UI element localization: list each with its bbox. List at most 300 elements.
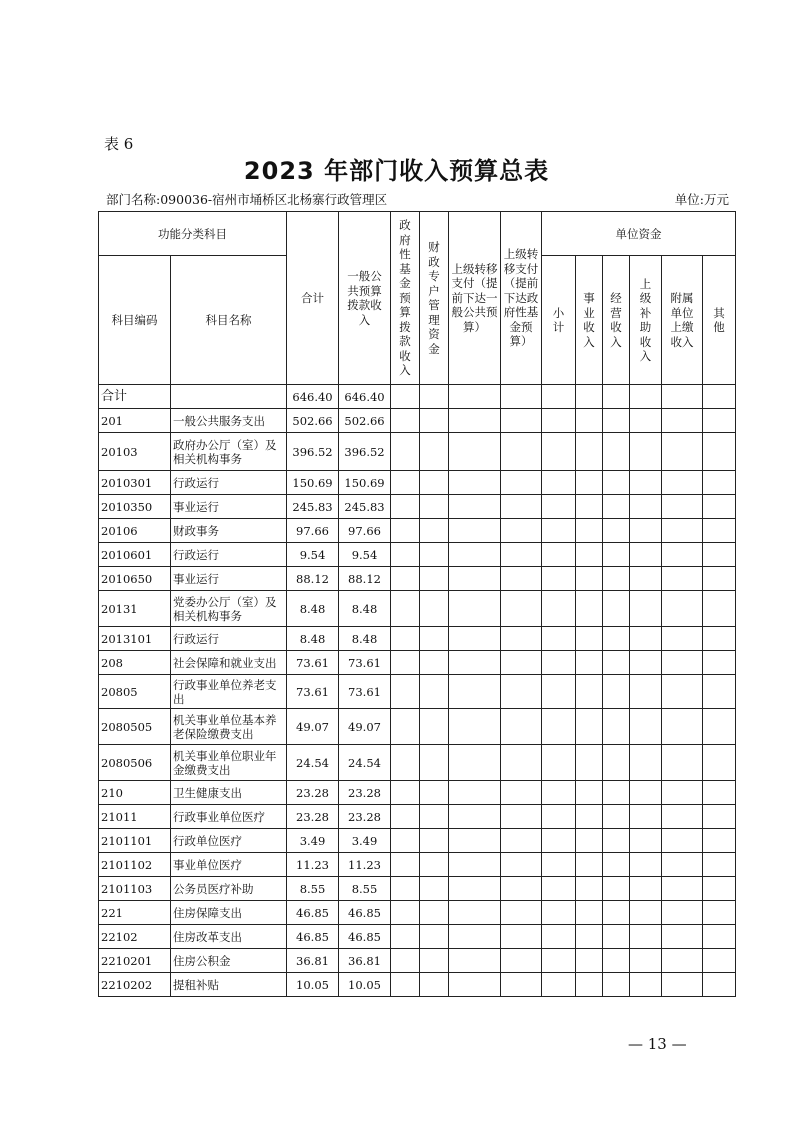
cell-name: 提租补贴 [171, 973, 287, 997]
cell-name: 社会保障和就业支出 [171, 651, 287, 675]
cell-empty [662, 675, 703, 709]
table-row [99, 877, 736, 901]
table-row [99, 409, 736, 433]
cell-general-budget: 8.55 [339, 877, 391, 901]
cell-empty [391, 543, 420, 567]
cell-code: 2010650 [99, 567, 171, 591]
cell-empty [420, 433, 449, 471]
table-row [99, 853, 736, 877]
cell-empty [420, 853, 449, 877]
cell-empty [391, 471, 420, 495]
cell-empty [449, 495, 501, 519]
cell-empty [420, 591, 449, 627]
cell-name: 行政单位医疗 [171, 829, 287, 853]
cell-empty [576, 409, 603, 433]
cell-empty [703, 627, 736, 651]
cell-empty [391, 877, 420, 901]
table-row [99, 471, 736, 495]
cell-empty [703, 949, 736, 973]
cell-empty [630, 853, 662, 877]
cell-empty [703, 495, 736, 519]
cell-empty [449, 853, 501, 877]
cell-empty [662, 781, 703, 805]
table-row [99, 543, 736, 567]
cell-empty [501, 709, 542, 745]
cell-empty [542, 901, 576, 925]
cell-empty [501, 543, 542, 567]
table-row [99, 591, 736, 627]
cell-empty [391, 949, 420, 973]
cell-empty [449, 781, 501, 805]
header-fiscal-special: 财政专户管理资金 [420, 212, 449, 385]
cell-name: 行政运行 [171, 627, 287, 651]
cell-empty [603, 519, 630, 543]
cell-empty [391, 781, 420, 805]
cell-empty [603, 709, 630, 745]
cell-name: 住房保障支出 [171, 901, 287, 925]
cell-empty [630, 433, 662, 471]
header-unit-funds: 单位资金 [542, 212, 736, 256]
cell-name: 财政事务 [171, 519, 287, 543]
cell-code: 2010301 [99, 471, 171, 495]
cell-empty [542, 973, 576, 997]
cell-empty [703, 853, 736, 877]
cell-empty [449, 925, 501, 949]
cell-code: 201 [99, 409, 171, 433]
cell-empty [603, 385, 630, 409]
cell-empty [576, 385, 603, 409]
cell-total: 10.05 [287, 973, 339, 997]
cell-empty [603, 591, 630, 627]
cell-empty [501, 901, 542, 925]
cell-empty [703, 433, 736, 471]
cell-empty [501, 675, 542, 709]
cell-empty [449, 627, 501, 651]
cell-empty [662, 877, 703, 901]
cell-empty [703, 675, 736, 709]
cell-empty [603, 853, 630, 877]
cell-empty [576, 495, 603, 519]
cell-empty [420, 805, 449, 829]
cell-empty [662, 949, 703, 973]
cell-empty [576, 781, 603, 805]
cell-total: 150.69 [287, 471, 339, 495]
cell-empty [391, 853, 420, 877]
cell-empty [501, 433, 542, 471]
cell-empty [542, 471, 576, 495]
cell-empty [542, 519, 576, 543]
cell-empty [542, 433, 576, 471]
cell-empty [542, 409, 576, 433]
cell-empty [391, 675, 420, 709]
cell-empty [576, 829, 603, 853]
cell-empty [542, 627, 576, 651]
cell-empty [576, 877, 603, 901]
cell-empty [542, 385, 576, 409]
cell-empty [449, 675, 501, 709]
cell-empty [501, 877, 542, 901]
cell-total: 24.54 [287, 745, 339, 781]
header-upper-subsidy: 上级补助收入 [630, 256, 662, 385]
table-row [99, 433, 736, 471]
table-row [99, 745, 736, 781]
cell-empty [630, 781, 662, 805]
cell-empty [391, 925, 420, 949]
cell-empty [703, 781, 736, 805]
cell-total: 646.40 [287, 385, 339, 409]
cell-empty [576, 745, 603, 781]
table-row [99, 675, 736, 709]
cell-empty [420, 409, 449, 433]
cell-name: 党委办公厅（室）及相关机构事务 [171, 591, 287, 627]
cell-empty [630, 543, 662, 567]
cell-code: 2210201 [99, 949, 171, 973]
cell-empty [662, 745, 703, 781]
cell-empty [391, 495, 420, 519]
cell-empty [420, 675, 449, 709]
cell-empty [576, 519, 603, 543]
cell-total: 23.28 [287, 781, 339, 805]
cell-empty [630, 745, 662, 781]
cell-total: 36.81 [287, 949, 339, 973]
cell-empty [449, 949, 501, 973]
cell-total: 46.85 [287, 901, 339, 925]
cell-empty [703, 591, 736, 627]
cell-empty [630, 973, 662, 997]
cell-empty [391, 973, 420, 997]
header-operating-income: 经营收入 [603, 256, 630, 385]
cell-name: 政府办公厅（室）及相关机构事务 [171, 433, 287, 471]
cell-empty [420, 781, 449, 805]
cell-empty [391, 745, 420, 781]
cell-general-budget: 8.48 [339, 627, 391, 651]
cell-empty [542, 877, 576, 901]
cell-total: 8.48 [287, 627, 339, 651]
cell-empty [662, 925, 703, 949]
cell-empty [703, 519, 736, 543]
cell-empty [630, 877, 662, 901]
table-row [99, 519, 736, 543]
cell-empty [703, 745, 736, 781]
header-other: 其他 [703, 256, 736, 385]
table-body [99, 385, 736, 997]
cell-empty [420, 973, 449, 997]
cell-empty [391, 627, 420, 651]
cell-total: 11.23 [287, 853, 339, 877]
cell-empty [391, 591, 420, 627]
cell-empty [449, 433, 501, 471]
cell-code: 210 [99, 781, 171, 805]
cell-name: 行政事业单位养老支出 [171, 675, 287, 709]
cell-empty [662, 901, 703, 925]
cell-empty [630, 409, 662, 433]
cell-empty [420, 519, 449, 543]
cell-empty [420, 567, 449, 591]
cell-empty [703, 543, 736, 567]
cell-empty [420, 495, 449, 519]
cell-code: 22102 [99, 925, 171, 949]
cell-empty [603, 949, 630, 973]
header-func-class: 功能分类科目 [99, 212, 287, 256]
cell-empty [542, 805, 576, 829]
cell-total: 73.61 [287, 675, 339, 709]
cell-general-budget: 23.28 [339, 781, 391, 805]
cell-empty [603, 781, 630, 805]
cell-empty [449, 805, 501, 829]
cell-empty [576, 901, 603, 925]
cell-empty [703, 805, 736, 829]
cell-general-budget: 11.23 [339, 853, 391, 877]
cell-name: 机关事业单位职业年金缴费支出 [171, 745, 287, 781]
cell-empty [603, 973, 630, 997]
page-number: — 13 — [628, 1035, 687, 1053]
cell-empty [630, 591, 662, 627]
cell-name: 事业运行 [171, 567, 287, 591]
table-row [99, 949, 736, 973]
cell-empty [576, 973, 603, 997]
table-row [99, 495, 736, 519]
cell-empty [542, 543, 576, 567]
cell-empty [501, 781, 542, 805]
header-general-budget: 一般公共预算拨款收入 [339, 212, 391, 385]
cell-empty [501, 973, 542, 997]
department-name: 部门名称:090036-宿州市埇桥区北杨寨行政管理区 [106, 192, 388, 207]
header-affiliate-income: 附属单位上缴收入 [662, 256, 703, 385]
cell-empty [630, 709, 662, 745]
cell-empty [449, 709, 501, 745]
cell-total: 46.85 [287, 925, 339, 949]
unit-label: 单位:万元 [674, 192, 729, 207]
cell-total: 8.48 [287, 591, 339, 627]
cell-code: 221 [99, 901, 171, 925]
cell-empty [420, 543, 449, 567]
cell-code: 2101101 [99, 829, 171, 853]
cell-empty [449, 745, 501, 781]
cell-empty [603, 471, 630, 495]
cell-name: 一般公共服务支出 [171, 409, 287, 433]
cell-empty [662, 627, 703, 651]
cell-empty [449, 651, 501, 675]
cell-empty [542, 591, 576, 627]
cell-empty [501, 471, 542, 495]
cell-code: 20131 [99, 591, 171, 627]
cell-empty [542, 949, 576, 973]
cell-name [171, 385, 287, 409]
cell-general-budget: 9.54 [339, 543, 391, 567]
table-label: 表 6 [104, 135, 134, 153]
table-row [99, 627, 736, 651]
cell-empty [603, 409, 630, 433]
cell-general-budget: 73.61 [339, 675, 391, 709]
table-row [99, 385, 736, 409]
cell-empty [420, 385, 449, 409]
cell-empty [630, 901, 662, 925]
table-row [99, 567, 736, 591]
cell-empty [501, 385, 542, 409]
cell-empty [391, 519, 420, 543]
cell-empty [630, 675, 662, 709]
cell-empty [703, 709, 736, 745]
cell-empty [542, 781, 576, 805]
header-gov-fund: 政府性基金预算拨款收入 [391, 212, 420, 385]
cell-total: 23.28 [287, 805, 339, 829]
header-name: 科目名称 [171, 256, 287, 385]
cell-empty [630, 829, 662, 853]
cell-empty [391, 829, 420, 853]
cell-empty [603, 925, 630, 949]
cell-code: 208 [99, 651, 171, 675]
table-row [99, 781, 736, 805]
cell-empty [630, 925, 662, 949]
cell-code: 2210202 [99, 973, 171, 997]
cell-general-budget: 502.66 [339, 409, 391, 433]
cell-empty [576, 543, 603, 567]
cell-code: 2080506 [99, 745, 171, 781]
cell-empty [603, 745, 630, 781]
cell-empty [542, 745, 576, 781]
cell-empty [603, 567, 630, 591]
cell-empty [662, 409, 703, 433]
cell-empty [501, 627, 542, 651]
cell-empty [630, 471, 662, 495]
cell-name: 卫生健康支出 [171, 781, 287, 805]
cell-empty [449, 901, 501, 925]
cell-code: 2013101 [99, 627, 171, 651]
cell-name: 行政运行 [171, 471, 287, 495]
cell-general-budget: 73.61 [339, 651, 391, 675]
cell-general-budget: 36.81 [339, 949, 391, 973]
cell-total: 9.54 [287, 543, 339, 567]
cell-empty [662, 433, 703, 471]
header-subtotal: 小计 [542, 256, 576, 385]
cell-empty [420, 925, 449, 949]
cell-empty [449, 519, 501, 543]
cell-general-budget: 3.49 [339, 829, 391, 853]
cell-empty [501, 805, 542, 829]
cell-empty [391, 901, 420, 925]
cell-name: 住房公积金 [171, 949, 287, 973]
cell-code: 20805 [99, 675, 171, 709]
cell-empty [630, 519, 662, 543]
cell-empty [501, 519, 542, 543]
cell-name: 机关事业单位基本养老保险缴费支出 [171, 709, 287, 745]
cell-name: 住房改革支出 [171, 925, 287, 949]
cell-empty [449, 829, 501, 853]
cell-empty [391, 433, 420, 471]
cell-empty [662, 519, 703, 543]
cell-empty [703, 471, 736, 495]
cell-empty [449, 543, 501, 567]
cell-empty [542, 675, 576, 709]
cell-total: 396.52 [287, 433, 339, 471]
cell-empty [603, 651, 630, 675]
cell-empty [703, 651, 736, 675]
table-row [99, 973, 736, 997]
cell-empty [449, 385, 501, 409]
cell-empty [391, 409, 420, 433]
cell-name: 事业单位医疗 [171, 853, 287, 877]
table-row [99, 829, 736, 853]
cell-empty [630, 627, 662, 651]
cell-empty [630, 495, 662, 519]
cell-empty [576, 709, 603, 745]
cell-empty [449, 877, 501, 901]
cell-empty [542, 651, 576, 675]
cell-empty [576, 591, 603, 627]
cell-empty [662, 973, 703, 997]
cell-code: 20103 [99, 433, 171, 471]
cell-empty [576, 651, 603, 675]
cell-empty [449, 973, 501, 997]
cell-code: 2101102 [99, 853, 171, 877]
cell-general-budget: 46.85 [339, 925, 391, 949]
cell-empty [576, 627, 603, 651]
cell-total: 73.61 [287, 651, 339, 675]
cell-empty [630, 651, 662, 675]
cell-empty [576, 853, 603, 877]
cell-empty [501, 591, 542, 627]
table-row [99, 925, 736, 949]
cell-empty [501, 745, 542, 781]
cell-empty [501, 409, 542, 433]
cell-empty [420, 651, 449, 675]
cell-empty [630, 385, 662, 409]
cell-empty [703, 829, 736, 853]
cell-empty [662, 385, 703, 409]
cell-name: 行政事业单位医疗 [171, 805, 287, 829]
header-code: 科目编码 [99, 256, 171, 385]
cell-general-budget: 23.28 [339, 805, 391, 829]
cell-empty [703, 409, 736, 433]
cell-empty [603, 627, 630, 651]
cell-code: 21011 [99, 805, 171, 829]
cell-empty [662, 591, 703, 627]
cell-empty [662, 471, 703, 495]
cell-empty [662, 853, 703, 877]
cell-general-budget: 49.07 [339, 709, 391, 745]
cell-empty [420, 627, 449, 651]
cell-empty [391, 567, 420, 591]
cell-empty [703, 925, 736, 949]
cell-empty [576, 805, 603, 829]
cell-empty [420, 709, 449, 745]
cell-empty [449, 409, 501, 433]
cell-name: 行政运行 [171, 543, 287, 567]
cell-empty [449, 591, 501, 627]
cell-empty [576, 471, 603, 495]
cell-empty [603, 433, 630, 471]
cell-empty [391, 709, 420, 745]
cell-general-budget: 150.69 [339, 471, 391, 495]
cell-code: 20106 [99, 519, 171, 543]
cell-empty [542, 567, 576, 591]
cell-empty [420, 471, 449, 495]
cell-code: 合计 [99, 385, 171, 409]
cell-general-budget: 24.54 [339, 745, 391, 781]
cell-empty [662, 543, 703, 567]
header-upper-transfer: 上级转移支付（提前下达一般公共预算） [449, 212, 501, 385]
cell-empty [449, 567, 501, 591]
cell-total: 3.49 [287, 829, 339, 853]
cell-total: 97.66 [287, 519, 339, 543]
header-business-income: 事业收入 [576, 256, 603, 385]
cell-empty [542, 829, 576, 853]
cell-general-budget: 646.40 [339, 385, 391, 409]
cell-empty [603, 495, 630, 519]
cell-general-budget: 88.12 [339, 567, 391, 591]
cell-empty [662, 805, 703, 829]
cell-total: 49.07 [287, 709, 339, 745]
